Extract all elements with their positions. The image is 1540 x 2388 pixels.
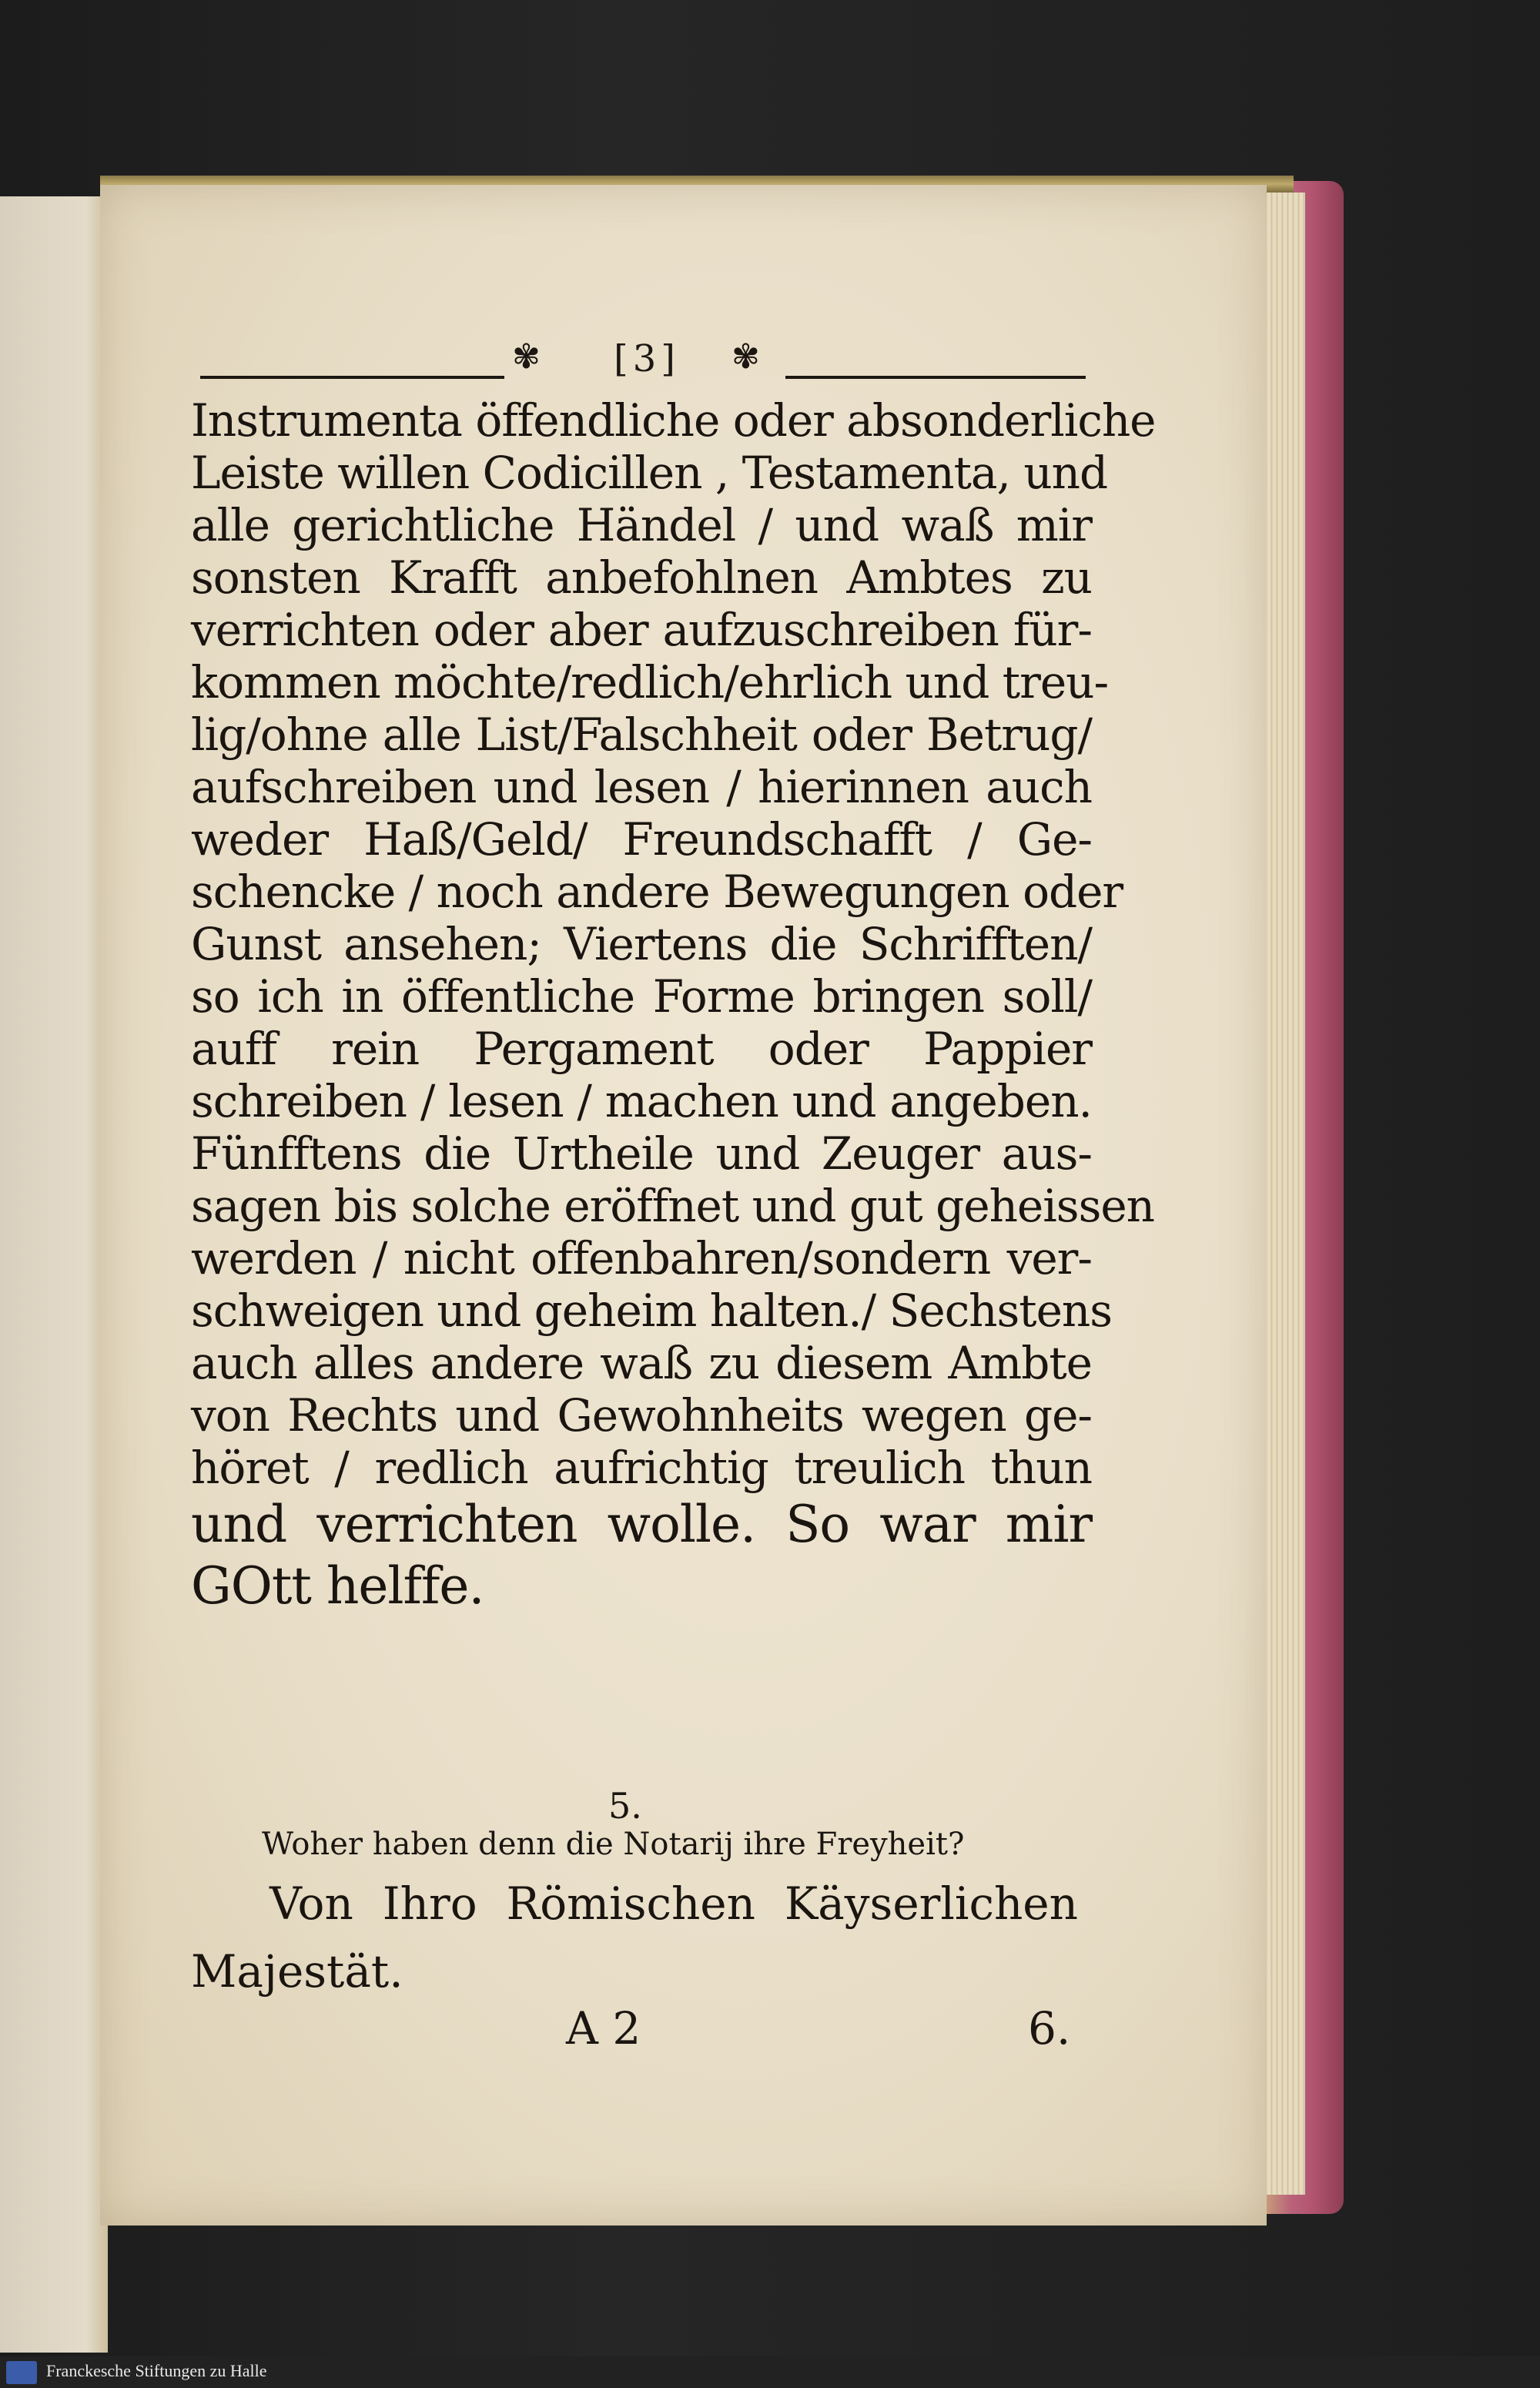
page-header: [200, 337, 1086, 383]
text-line: sagen bis solche eröffnet und gut geheissen: [191, 1180, 1155, 1232]
footer-institution: Franckesche Stiftungen zu Halle: [46, 2361, 267, 2380]
body-text: [191, 394, 1156, 1617]
text-line: schencke / noch andere Bewegungen oder: [191, 866, 1123, 918]
text-line: verrichten oder aber aufzuschreiben für-: [191, 604, 1092, 656]
header-rule-right: [785, 376, 1086, 379]
institution-logo-icon: [6, 2361, 37, 2384]
text-line: Leiste willen Codicillen , Testamenta, und: [191, 447, 1108, 499]
text-line: weder Haß/Geld/ Freundschafft / Ge-: [191, 813, 1092, 866]
text-line: Instrumenta öffendliche oder absonderliche: [191, 394, 1156, 447]
text-line: Fünfftens die Urtheile und Zeuger aus-: [191, 1127, 1092, 1180]
answer-line: Majestät.: [191, 1945, 403, 1998]
text-line: werden / nicht offenbahren/sondern ver-: [191, 1232, 1092, 1284]
text-line-emphasis: und verrichten wolle. So war mir: [191, 1495, 1092, 1554]
answer-line: Von Ihro Römischen Käyserlichen: [270, 1877, 1078, 1930]
text-line-emphasis: GOtt helffe.: [191, 1556, 484, 1616]
facing-page-edge: [0, 196, 108, 2353]
text-line: auff rein Pergament oder Pappier: [191, 1023, 1092, 1075]
text-line: lig/ohne alle List/Falschheit oder Betrug/: [191, 708, 1092, 761]
text-line: höret / redlich aufrichtig treulich thun: [191, 1442, 1092, 1494]
text-line: von Rechts und Gewohnheits wegen ge-: [191, 1389, 1092, 1442]
header-rule-left: [200, 376, 504, 379]
text-line: Gunst ansehen; Viertens die Schrifften/: [191, 918, 1092, 970]
text-line: sonsten Krafft anbefohlnen Ambtes zu: [191, 551, 1092, 604]
text-line: schweigen und geheim halten./ Sechstens: [191, 1284, 1113, 1337]
ornament-left-icon: ✾: [512, 337, 541, 377]
section-number: 5.: [608, 1785, 642, 1827]
ornament-right-icon: ✾: [732, 337, 760, 377]
text-line: auch alles andere waß zu diesem Ambte: [191, 1337, 1092, 1389]
catchword: 6.: [1028, 2002, 1071, 2055]
text-line: alle gerichtliche Händel / und waß mir: [191, 499, 1092, 551]
page-number: [3]: [614, 337, 680, 380]
signature-mark: A 2: [566, 2002, 641, 2055]
text-line: so ich in öffentliche Forme bringen soll/: [191, 970, 1092, 1023]
text-line: kommen möchte/redlich/ehrlich und treu-: [191, 656, 1109, 708]
text-line: aufschreiben und lesen / hierinnen auch: [191, 761, 1092, 813]
question-text: Woher haben denn die Notarij ihre Freyheit?: [262, 1827, 965, 1862]
text-line: schreiben / lesen / machen und angeben.: [191, 1075, 1092, 1127]
